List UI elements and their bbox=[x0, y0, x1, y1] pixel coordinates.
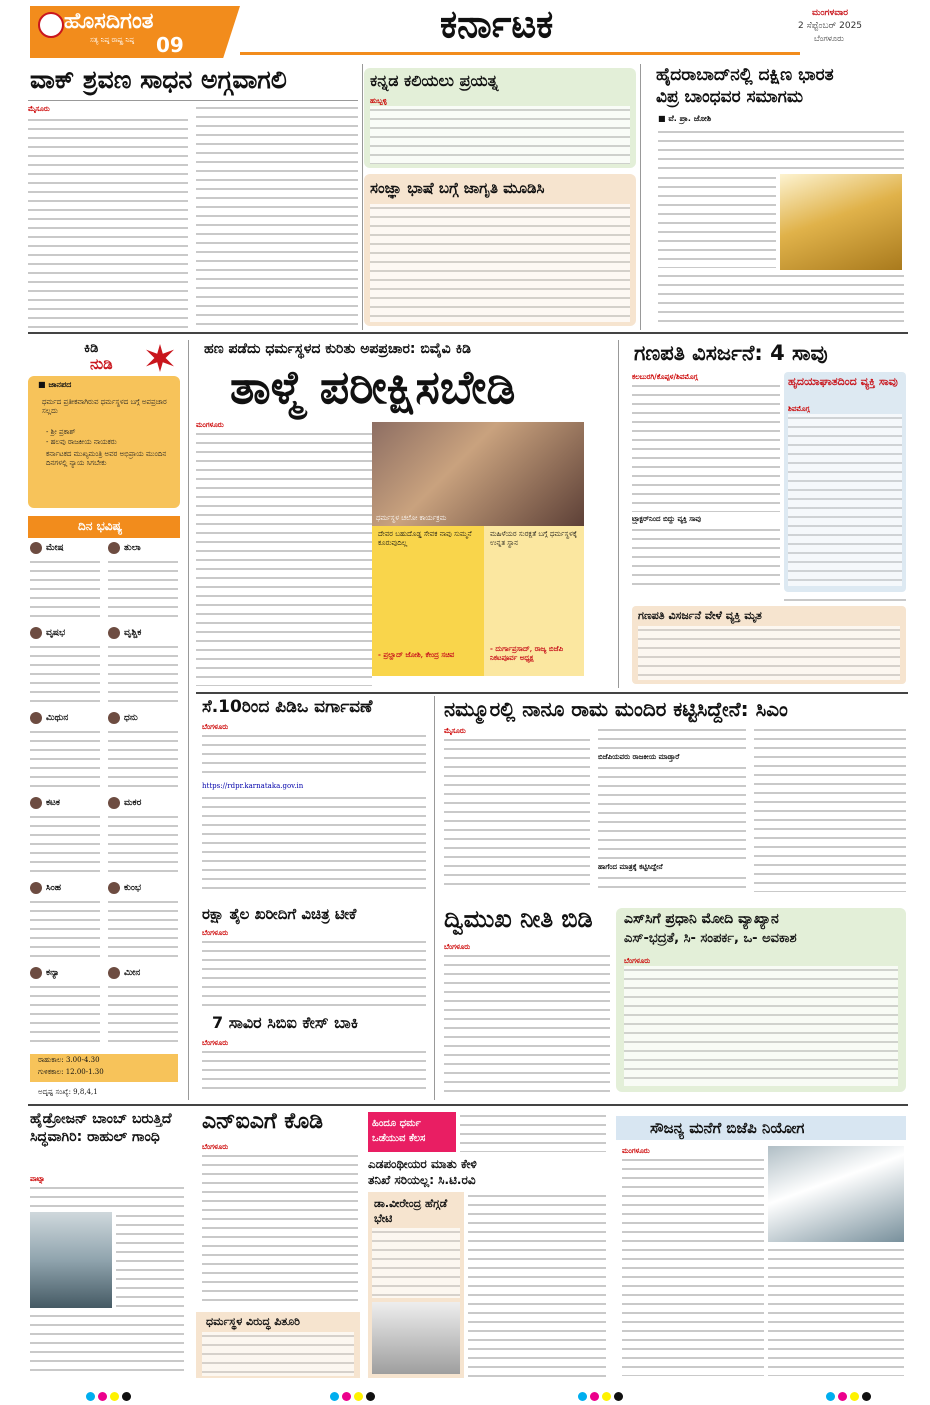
body-col-2 bbox=[196, 104, 358, 328]
date-day: ಮಂಗಳವಾರ bbox=[812, 8, 849, 18]
rashi-name: ಕಟಕ bbox=[30, 797, 102, 809]
dateline: ಬೆಂಗಳೂರು bbox=[202, 722, 229, 731]
rashi-entry bbox=[108, 627, 180, 709]
col-div-1 bbox=[362, 64, 363, 330]
rashi-name: ಸಿಂಹ bbox=[30, 882, 102, 894]
body bbox=[370, 106, 630, 164]
body-left bbox=[622, 1156, 764, 1376]
tag-box bbox=[368, 1112, 456, 1152]
headline: ನಮ್ಮೂರಲ್ಲಿ ನಾನೂ ರಾಮ ಮಂದಿರ ಕಟ್ಟಿಸಿದ್ದೇನೆ: ಸಿಎಂ bbox=[444, 697, 788, 721]
rashi-right-col bbox=[106, 542, 180, 1052]
rashi-text bbox=[30, 643, 100, 705]
headline-1: ಎಸ್‌ಸಿಗೆ ಪ್ರಧಾನಿ ಮೋದಿ ವ್ಯಾಖ್ಯಾನ bbox=[624, 911, 779, 927]
kidi-q1: - ಶ್ರೀ ಪ್ರಕಾಶ್ bbox=[46, 428, 76, 436]
story-hindu bbox=[368, 1108, 608, 1380]
headline: ಸಂಜ್ಞಾ ಭಾಷೆ ಬಗ್ಗೆ ಜಾಗೃತಿ ಮೂಡಿಸಿ bbox=[370, 179, 545, 197]
rashi-entry bbox=[108, 967, 180, 1049]
body-col-2b bbox=[598, 764, 746, 860]
rashi-entry bbox=[108, 882, 180, 964]
body bbox=[444, 952, 610, 1094]
lotus-icon bbox=[38, 12, 64, 38]
visit-photo-1 bbox=[768, 1146, 904, 1242]
cmyk-marks-right bbox=[826, 1386, 874, 1405]
rahu-kala: ರಾಹುಕಾಲ: 3.00-4.30 bbox=[38, 1056, 100, 1064]
story-ganapati bbox=[624, 340, 908, 688]
zodiac-icon bbox=[108, 797, 120, 809]
dateline: ಮೈಸೂರು bbox=[444, 726, 466, 735]
rashi-text bbox=[108, 983, 178, 1045]
dateline: ಪಾಟ್ನಾ bbox=[30, 1174, 45, 1183]
dateline: ಹುಬ್ಬಳ್ಳಿ bbox=[370, 96, 387, 105]
quote-right-credit: - ದುರ್ಗಾಪ್ರಸಾದ್, ರಾಜ್ಯ ಬಿಜೆಪಿ ನಿಕಟಪೂರ್ವ ಅಧ್ಯಕ್ಷ bbox=[490, 644, 564, 662]
headline: 7 ಸಾವಿರ ಸಿಬಿಐ ಕೇಸ್ ಬಾಕಿ bbox=[212, 1013, 359, 1032]
dateline: ಬೆಂಗಳೂರು bbox=[624, 956, 651, 965]
body-left bbox=[196, 430, 372, 686]
quote-right-text: ಮಹಿಳೆಯರ ಸುರಕ್ಷತೆ ಬಗ್ಗೆ ಧರ್ಮಸ್ಥಳಕ್ಕೆ ಉನ್ನತ ಸ್ಥಾನ bbox=[490, 530, 577, 547]
headline: ರಕ್ಷಾ ತೈಲ ಖರೀದಿಗೆ ವಿಚಿತ್ರ ಟೀಕೆ bbox=[202, 905, 357, 923]
story-dvimukha bbox=[440, 904, 610, 1096]
story-saujanya bbox=[616, 1116, 906, 1380]
body-top bbox=[460, 1112, 606, 1152]
kidi-quote: ಧರ್ಮದ ಪ್ರತೀಕವಾಗಿರುವ ಧರ್ಮಸ್ಥಳದ ಬಗ್ಗೆ ಅಪಪ್ರಚಾರ ಸಲ್ಲದು bbox=[42, 398, 167, 415]
heggade-box bbox=[368, 1192, 464, 1378]
tag-text: ಹಿಂದೂ ಧರ್ಮ ಒಡೆಯುವ ಕೆಲಸ bbox=[372, 1118, 426, 1144]
kidi-q2: - ಹಲವು ರಾಜಕೀಯ ನಾಯಕರು bbox=[46, 438, 117, 446]
rashi-entry bbox=[108, 797, 180, 879]
rashi-entry bbox=[30, 967, 102, 1049]
sub-dateline: ಶಿವಮೊಗ್ಗ bbox=[788, 404, 810, 413]
body bbox=[202, 1152, 358, 1308]
body-top bbox=[658, 128, 904, 172]
zodiac-icon bbox=[108, 712, 120, 724]
rally-photo bbox=[372, 422, 584, 526]
rashi-text bbox=[30, 728, 100, 790]
quote-right bbox=[484, 526, 584, 676]
zodiac-icon bbox=[30, 627, 42, 639]
headline: ಎನ್‌ಐಎಗೆ ಕೊಡಿ bbox=[202, 1109, 323, 1134]
rashi-text bbox=[30, 813, 100, 875]
body bbox=[624, 966, 898, 1086]
rashi-name: ವೃಷಭ bbox=[30, 627, 102, 639]
body-bottom bbox=[784, 596, 906, 606]
spark-burst-icon bbox=[146, 344, 174, 372]
body-col-3 bbox=[754, 726, 906, 892]
hall-photo bbox=[780, 174, 902, 270]
zodiac-icon bbox=[30, 882, 42, 894]
headline: ಹೈಡ್ರೋಜನ್ ಬಾಂಬ್ ಬರುತ್ತಿದೆ ಸಿದ್ಧವಾಗಿರಿ: ರಾಹುಲ್ ಗಾಂಧಿ bbox=[30, 1111, 172, 1145]
story-pdo bbox=[196, 696, 428, 896]
headline: ವಾಕ್ ಶ್ರವಣ ಸಾಧನ ಅಗ್ಗವಾಗಲಿ bbox=[30, 65, 287, 94]
section-title: ಕರ್ನಾಟಕ bbox=[440, 2, 554, 46]
rashi-entry bbox=[108, 712, 180, 794]
body-col-2c bbox=[598, 874, 746, 892]
kicker: ಹಣ ಪಡೆದು ಧರ್ಮಸ್ಥಳದ ಕುರಿತು ಅಪಪ್ರಚಾರ: ಬಿವೈವಿ ಕಿಡಿ bbox=[204, 341, 471, 357]
box-headline: ಗಣಪತಿ ವಿಸರ್ಜನೆ ವೇಳೆ ವ್ಯಕ್ತಿ ಮೃತ bbox=[638, 609, 762, 622]
dateline: ಮಂಗಳೂರು bbox=[196, 420, 224, 429]
rahul-photo bbox=[30, 1212, 112, 1308]
kidi-byline: ■ ಜಾನಪದ bbox=[38, 380, 72, 389]
quote-left bbox=[372, 526, 484, 676]
brand-name: ಹೊಸದಿಗಂತ bbox=[64, 9, 154, 34]
rashi-name: ವೃಶ್ಚಿಕ bbox=[108, 627, 180, 639]
quote-left-credit: - ಪ್ರಲ್ಹಾದ್ ಜೋಶಿ, ಕೇಂದ್ರ ಸಚಿವ bbox=[378, 650, 455, 659]
body-col-1b bbox=[632, 526, 780, 592]
sub-2: ಹಾಗೆಂದ ಮಾತ್ರಕ್ಕೆ ಕಟ್ಟಿಸಿದ್ದೇನೆ bbox=[598, 862, 663, 871]
body-top bbox=[30, 1184, 184, 1210]
body-col-1 bbox=[632, 382, 780, 512]
story-kannada bbox=[364, 68, 636, 168]
rashi-entry bbox=[108, 542, 180, 624]
body-right bbox=[768, 1246, 904, 1376]
date-city: ಬೆಂಗಳೂರು bbox=[814, 34, 844, 43]
story-hyderabad bbox=[644, 64, 906, 330]
body-1 bbox=[202, 732, 426, 780]
col-div-5 bbox=[434, 696, 435, 1100]
photo-caption: ಧರ್ಮಸ್ಥಳ ಚಲೋ ಕಾರ್ಯಕ್ರಮ bbox=[376, 514, 447, 522]
heggade-photo bbox=[372, 1302, 460, 1374]
rashi-left-col bbox=[28, 542, 102, 1052]
dateline: ಮಂಗಳೂರು bbox=[622, 1146, 650, 1155]
rashi-text bbox=[108, 813, 178, 875]
rashi-text bbox=[108, 728, 178, 790]
rule bbox=[28, 100, 358, 101]
sub-1: ಎಡಪಂಥೀಯರ ಮಾತು ಕೇಳಿ bbox=[368, 1157, 477, 1171]
sub-2: ತನಿಖೆ ಸರಿಯಲ್ಲ: ಸಿ.ಟಿ.ರವಿ bbox=[368, 1173, 476, 1187]
masthead bbox=[0, 0, 930, 62]
rashi-name: ಮಕರ bbox=[108, 797, 180, 809]
page-number: 09 bbox=[156, 33, 184, 57]
rashi-text bbox=[30, 983, 100, 1045]
story-nia bbox=[196, 1108, 360, 1380]
quote-left-text: ದೇವರ ಬಹುದೊಡ್ಡ ಸೇವಕ ನಾವು ಸುಮ್ಮನೆ ಕೂರುವುದಿಲ್ಲ bbox=[378, 530, 472, 547]
body bbox=[202, 938, 426, 1006]
rule-row1 bbox=[28, 332, 908, 334]
cmyk-marks-mid bbox=[330, 1386, 378, 1405]
body bbox=[370, 204, 630, 322]
body-main bbox=[468, 1192, 606, 1378]
kidi-nudi bbox=[28, 340, 180, 508]
rashi-name: ಮೀನ bbox=[108, 967, 180, 979]
rule-row3 bbox=[28, 1104, 908, 1106]
zodiac-icon bbox=[30, 797, 42, 809]
zodiac-icon bbox=[108, 542, 120, 554]
rashi-name: ಧನು bbox=[108, 712, 180, 724]
dateline: ಬೆಂಗಳೂರು bbox=[444, 942, 471, 951]
rashi-panel bbox=[28, 516, 180, 1106]
dateline: ಬೆಂಗಳೂರು bbox=[202, 1038, 229, 1047]
rashi-name: ಕುಂಭ bbox=[108, 882, 180, 894]
rashi-text bbox=[108, 643, 178, 705]
headline: ಗಣಪತಿ ವಿಸರ್ಜನೆ: 4 ಸಾವು bbox=[634, 341, 828, 365]
cmyk-marks-mid2 bbox=[578, 1386, 626, 1405]
body bbox=[202, 1048, 426, 1094]
masthead-rule bbox=[240, 52, 800, 55]
rashi-name: ಕನ್ಯಾ bbox=[30, 967, 102, 979]
story-hydrogen bbox=[28, 1108, 186, 1380]
body-col-1 bbox=[28, 116, 188, 328]
headline: ತಾಳ್ಮೆ ಪರೀಕ್ಷಿಸಬೇಡಿ bbox=[230, 360, 516, 414]
rashi-entry bbox=[30, 797, 102, 879]
kidi-subtitle: ನುಡಿ bbox=[90, 355, 113, 373]
cmyk-marks-left bbox=[86, 1386, 134, 1405]
kidi-title: ಕಿಡಿ bbox=[84, 341, 99, 356]
rashi-entry bbox=[30, 882, 102, 964]
story-cbi bbox=[196, 1012, 428, 1096]
dateline: ಬೆಂಗಳೂರು bbox=[202, 928, 229, 937]
sub-body bbox=[788, 414, 902, 586]
story-vak bbox=[28, 64, 358, 330]
heggade-title: ಡಾ.ವೀರೇಂದ್ರ ಹೆಗ್ಗಡೆ ಭೇಟಿ bbox=[374, 1197, 448, 1225]
dateline: ಬೆಂಗಳೂರು bbox=[202, 1142, 229, 1151]
sub-body bbox=[202, 1332, 354, 1376]
dateline: ಕಲಬುರಗಿ/ಕೊಪ್ಪಳ/ಶಿವಮೊಗ್ಗ bbox=[632, 372, 698, 381]
zodiac-icon bbox=[108, 627, 120, 639]
box-body bbox=[638, 626, 900, 680]
byline: ■ ವೆ. ಪ್ರಾ. ಜೋಶಿ bbox=[658, 114, 712, 123]
sub-box bbox=[784, 372, 906, 592]
box-mrutha bbox=[632, 606, 906, 684]
sub-box bbox=[196, 1312, 360, 1378]
rashi-text bbox=[108, 898, 178, 960]
body-bottom bbox=[30, 1312, 184, 1378]
dateline: ಮೈಸೂರು bbox=[28, 104, 50, 113]
body-col-2a bbox=[598, 726, 746, 750]
sub-headline: ಧರ್ಮಸ್ಥಳ ವಿರುದ್ಧ ಪಿತೂರಿ bbox=[206, 1315, 300, 1328]
rashi-header: ದಿನ ಭವಿಷ್ಯ bbox=[78, 519, 123, 533]
zodiac-icon bbox=[108, 882, 120, 894]
story-sc bbox=[616, 908, 906, 1092]
body-left bbox=[658, 174, 776, 268]
headline-2: ವಿಪ್ರ ಬಾಂಧವರ ಸಮಾಗಮ bbox=[656, 87, 804, 107]
gulika-kala: ಗುಳಿಕಕಾಲ: 12.00-1.30 bbox=[38, 1068, 104, 1076]
story-rama bbox=[440, 696, 908, 896]
zodiac-icon bbox=[30, 967, 42, 979]
rashi-text bbox=[108, 558, 178, 620]
brand-tagline: ಸತ್ಯ ನಿಷ್ಠ ರಾಷ್ಟ್ರ ನಿಷ್ಠ bbox=[90, 36, 135, 44]
rashi-text bbox=[30, 558, 100, 620]
headline-1: ಹೈದರಾಬಾದ್‌ನಲ್ಲಿ ದಕ್ಷಿಣ ಭಾರತ bbox=[656, 65, 834, 85]
date-full: 2 ಸೆಪ್ಟೆಂಬರ್ 2025 bbox=[798, 21, 863, 31]
story-tali bbox=[196, 340, 612, 688]
col-div-4 bbox=[618, 340, 619, 688]
story-sanjna bbox=[364, 174, 636, 326]
headline: ಸೆ.10ರಿಂದ ಪಿಡಿಒ ವರ್ಗಾವಣೆ bbox=[202, 697, 373, 717]
headline: ಸೌಜನ್ಯ ಮನೆಗೆ ಬಿಜೆಪಿ ನಿಯೋಗ bbox=[650, 1119, 805, 1137]
rashi-entry bbox=[30, 712, 102, 794]
zodiac-icon bbox=[30, 542, 42, 554]
pdo-url: https://rdpr.karnataka.gov.in bbox=[202, 782, 304, 790]
rashi-name: ಮೇಷ bbox=[30, 542, 102, 554]
body-bottom bbox=[658, 272, 904, 328]
zodiac-icon bbox=[108, 967, 120, 979]
rashi-name: ಮಿಥುನ bbox=[30, 712, 102, 724]
rule-row2 bbox=[196, 692, 908, 694]
col-div-2 bbox=[640, 64, 641, 330]
body-2 bbox=[202, 794, 426, 894]
story-raksha bbox=[196, 904, 428, 1008]
rashi-text bbox=[30, 898, 100, 960]
zodiac-icon bbox=[30, 712, 42, 724]
sub-1: ಬಿಜೆಪಿಯವರು ರಾಜಕೀಯ ಮಾಡ್ತಾರೆ bbox=[598, 752, 680, 761]
rashi-entry bbox=[30, 542, 102, 624]
headline-2: ಎಸ್-ಭದ್ರತೆ, ಸಿ- ಸಂಪರ್ಕ, ಒ- ಅವಕಾಶ bbox=[624, 931, 797, 946]
heggade-body bbox=[372, 1228, 460, 1298]
sub2: ಟ್ರ್ಯಾಕ್ಟರ್‌ನಿಂದ ಬಿದ್ದು ವ್ಯಕ್ತಿ ಸಾವು bbox=[632, 514, 702, 523]
lucky-number: ಅದೃಷ್ಟ ಸಂಖ್ಯೆ: 9,8,4,1 bbox=[38, 1088, 98, 1096]
kidi-q3: ಕರ್ನಾಟಕದ ಮುಖ್ಯಮಂತ್ರಿ ಅವರ ಅಭಿಪ್ರಾಯ ಮುಂದಿನ ದಿನಗಳಲ್ಲಿ ನ್ಯಾಯ ಸಿಗಬೇಕು bbox=[46, 450, 167, 467]
sub-headline: ಹೃದಯಾಘಾತದಿಂದ ವ್ಯಕ್ತಿ ಸಾವು bbox=[788, 375, 898, 388]
headline: ದ್ವಿಮುಖ ನೀತಿ ಬಿಡಿ bbox=[444, 905, 593, 933]
body-col-1 bbox=[444, 736, 590, 892]
rashi-entry bbox=[30, 627, 102, 709]
rashi-name: ತುಲಾ bbox=[108, 542, 180, 554]
col-div-3 bbox=[188, 340, 189, 1100]
headline: ಕನ್ನಡ ಕಲಿಯಲು ಪ್ರಯತ್ನ bbox=[370, 71, 499, 90]
body-right bbox=[116, 1212, 184, 1308]
